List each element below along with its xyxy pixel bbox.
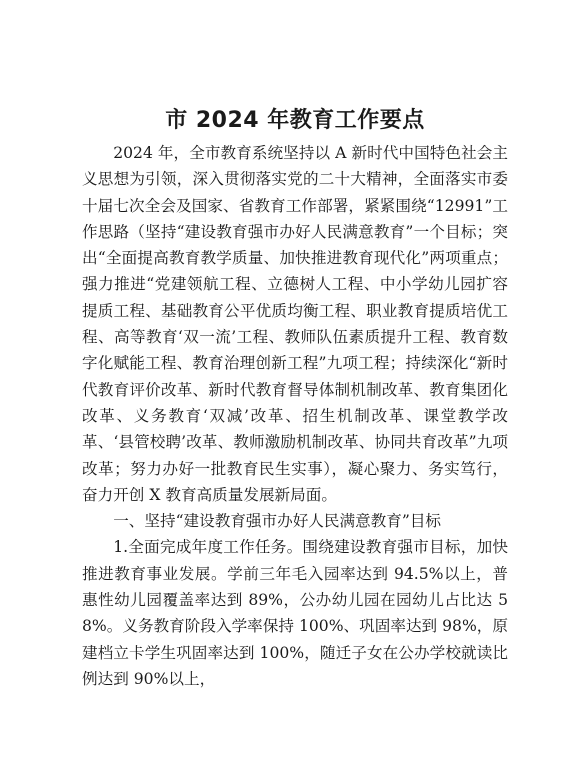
document-title: 市 2024 年教育工作要点 xyxy=(165,108,425,133)
item-paragraph-1: 1.全面完成年度工作任务。围绕建设教育强市目标，加快推进教育事业发展。学前三年毛入园率达到 94.5%以上，普惠性幼儿园覆盖率达到 89%，公办幼儿园在园幼儿占比达 58%。义务教育阶段入学率保持 100%、巩固率达到 98%，原建档立卡学生巩固率达到 100%，随迁子女在公办学校就读比例达到 90%以上， xyxy=(82,538,508,688)
document-body xyxy=(82,140,508,692)
intro-paragraph: 2024 年，全市教育系统坚持以 A 新时代中国特色社会主义思想为引领，深入贯彻落实党的二十大精神，全面落实市委十届七次全会及国家、省教育工作部署，紧紧围绕“12991”工作思路（坚持“建设教育强市办好人民满意教育”一个目标；突出“全面提高教育教学质量、加快推进教育现代化”两项重点；强力推进“党建领航工程、立德树人工程、中小学幼儿园扩容提质工程、基础教育公平优质均衡工程、职业教育提质培优工程、高等教育‘双一流’工程、教师队伍素质提升工程、教育数字化赋能工程、教育治理创新工程”九项工程；持续深化“新时代教育评价改革、新时代教育督导体制机制改革、教育集团化改革、义务教育‘双减’改革、招生机制改革、课堂教学改革、‘县管校聘’改革、教师激励机制改革、协同共育改革”九项改革；努力办好一批教育民生实事），凝心聚力、务实笃行，奋力开创 X 教育高质量发展新局面。 xyxy=(82,144,508,504)
section-heading-1: 一、坚持“建设教育强市办好人民满意教育”目标 xyxy=(113,512,442,531)
